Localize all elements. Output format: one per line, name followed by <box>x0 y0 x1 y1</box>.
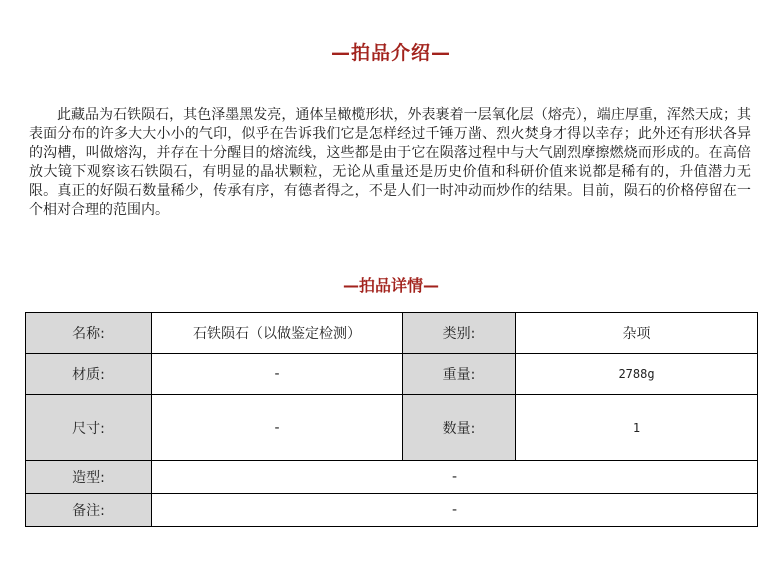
table-row <box>26 395 758 461</box>
table-row <box>26 494 758 527</box>
name-value: 石铁陨石（以做鉴定检测） <box>152 313 403 354</box>
weight-label: 重量: <box>403 354 516 395</box>
quantity-value: 1 <box>516 395 758 461</box>
intro-section-title: —拍品介绍— <box>330 42 451 64</box>
table-row <box>26 461 758 494</box>
details-section-title: —拍品详情— <box>342 276 439 295</box>
details-table <box>25 312 758 527</box>
quantity-label: 数量: <box>403 395 516 461</box>
name-label: 名称: <box>26 313 152 354</box>
intro-description: 此藏品为石铁陨石，其色泽墨黑发亮，通体呈橄榄形状，外表裹着一层氧化层（熔壳），端庄厚重，浑然天成；其表面分布的许多大大小小的气印，似乎在告诉我们它是怎样经过千锤万凿、烈火焚身才得以幸存；此外还有形状各异的沟槽，叫做熔沟，并存在十分醒目的熔流线，这些都是由于它在陨落过程中与大气剧烈摩擦燃烧而形成的。在高倍放大镜下观察该石铁陨石，有明显的晶状颗粒，无论从重量还是历史价值和科研价值来说都是稀有的，升值潜力无限。真正的好陨石数量稀少，传承有序，有德者得之，不是人们一时冲动而炒作的结果。目前，陨石的价格停留在一个相对合理的范围内。 <box>29 107 751 218</box>
shape-value: - <box>152 461 758 494</box>
size-value: - <box>152 395 403 461</box>
material-value: - <box>152 354 403 395</box>
table-row <box>26 354 758 395</box>
category-value: 杂项 <box>516 313 758 354</box>
remark-value: - <box>152 494 758 527</box>
material-label: 材质: <box>26 354 152 395</box>
remark-label: 备注: <box>26 494 152 527</box>
shape-label: 造型: <box>26 461 152 494</box>
category-label: 类别: <box>403 313 516 354</box>
size-label: 尺寸: <box>26 395 152 461</box>
weight-value: 2788g <box>516 354 758 395</box>
table-row <box>26 313 758 354</box>
